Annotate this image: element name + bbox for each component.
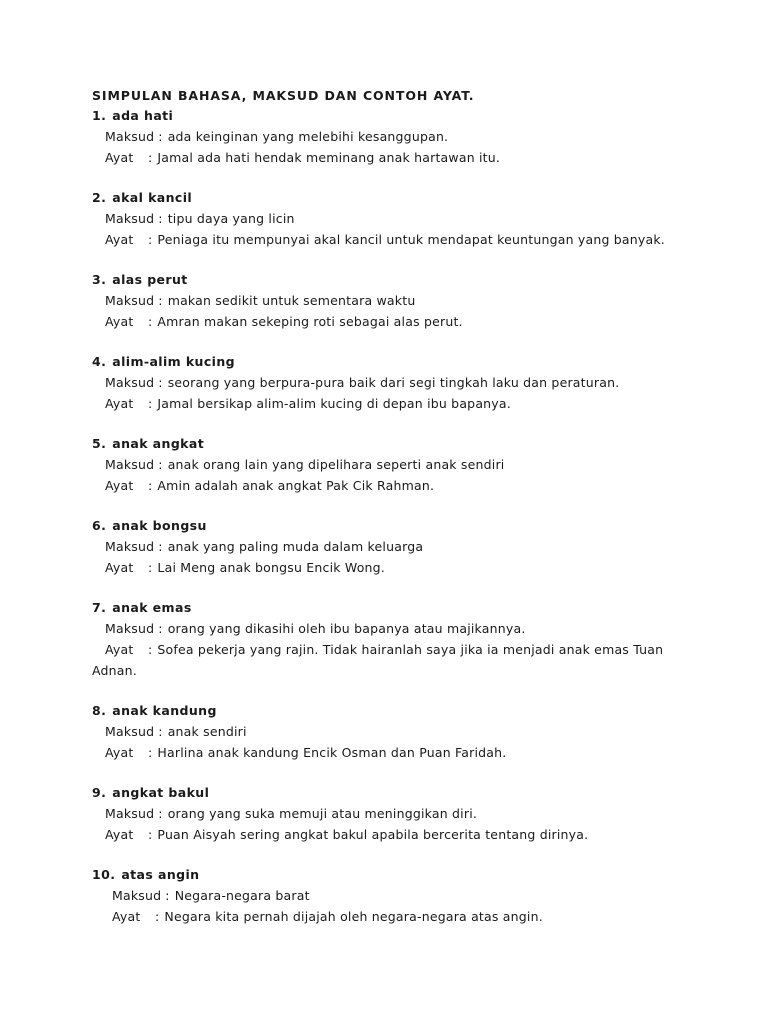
ayat-line	[92, 147, 728, 168]
entry-2	[92, 188, 728, 250]
entry-heading	[92, 783, 728, 803]
ayat-line	[92, 311, 728, 332]
entry-number: 10.	[92, 867, 116, 882]
separator: :	[148, 642, 153, 657]
separator: :	[158, 724, 163, 739]
separator: :	[148, 745, 153, 760]
entry-term: anak angkat	[112, 436, 205, 451]
maksud-text: makan sedikit untuk sementara waktu	[167, 293, 416, 308]
entry-number: 8.	[92, 703, 107, 718]
separator: :	[148, 314, 153, 329]
maksud-text: orang yang suka memuji atau meninggikan diri.	[167, 806, 478, 821]
entry-heading	[92, 434, 728, 454]
maksud-line	[92, 126, 728, 147]
ayat-label: Ayat	[105, 560, 134, 575]
entry-term: atas angin	[121, 867, 200, 882]
maksud-line	[92, 454, 728, 475]
entry-number: 2.	[92, 190, 107, 205]
maksud-text: anak orang lain yang dipelihara seperti anak sendiri	[167, 457, 505, 472]
entry-1	[92, 106, 728, 168]
ayat-continuation: Adnan.	[92, 663, 137, 678]
ayat-text: Harlina anak kandung Encik Osman dan Puan Faridah.	[157, 745, 507, 760]
separator: :	[148, 827, 153, 842]
ayat-text: Sofea pekerja yang rajin. Tidak hairanlah saya jika ia menjadi anak emas Tuan	[157, 642, 664, 657]
entry-heading	[92, 516, 728, 536]
entry-heading	[92, 270, 728, 290]
separator: :	[158, 539, 163, 554]
maksud-line	[92, 885, 728, 906]
maksud-line	[92, 721, 728, 742]
entry-number: 7.	[92, 600, 107, 615]
maksud-line	[92, 618, 728, 639]
maksud-label: Maksud	[105, 457, 155, 472]
entry-8	[92, 701, 728, 763]
entry-number: 3.	[92, 272, 107, 287]
entry-term: anak kandung	[112, 703, 217, 718]
ayat-line	[92, 393, 728, 414]
maksud-text: seorang yang berpura-pura baik dari segi tingkah laku dan peraturan.	[167, 375, 620, 390]
entry-5	[92, 434, 728, 496]
ayat-line	[92, 824, 728, 845]
entry-term: angkat bakul	[112, 785, 210, 800]
maksud-text: orang yang dikasihi oleh ibu bapanya atau majikannya.	[167, 621, 526, 636]
entry-heading	[92, 865, 728, 885]
maksud-line	[92, 290, 728, 311]
maksud-line	[92, 208, 728, 229]
ayat-label: Ayat	[105, 745, 134, 760]
ayat-text: Peniaga itu mempunyai akal kancil untuk mendapat keuntungan yang banyak.	[157, 232, 665, 247]
ayat-line	[92, 906, 728, 927]
entry-heading	[92, 701, 728, 721]
entry-4	[92, 352, 728, 414]
ayat-line	[92, 742, 728, 763]
separator: :	[158, 375, 163, 390]
ayat-text: Amin adalah anak angkat Pak Cik Rahman.	[157, 478, 435, 493]
entry-term: anak bongsu	[112, 518, 207, 533]
entry-term: anak emas	[112, 600, 192, 615]
maksud-line	[92, 536, 728, 557]
separator: :	[148, 396, 153, 411]
separator: :	[158, 621, 163, 636]
ayat-text: Amran makan sekeping roti sebagai alas perut.	[157, 314, 463, 329]
entry-number: 4.	[92, 354, 107, 369]
entry-9	[92, 783, 728, 845]
ayat-text: Jamal bersikap alim-alim kucing di depan ibu bapanya.	[157, 396, 511, 411]
ayat-label: Ayat	[105, 642, 134, 657]
ayat-text: Jamal ada hati hendak meminang anak hartawan itu.	[157, 150, 501, 165]
separator: :	[148, 232, 153, 247]
entry-term: alim-alim kucing	[112, 354, 236, 369]
entry-heading	[92, 106, 728, 126]
ayat-label: Ayat	[105, 232, 134, 247]
ayat-label: Ayat	[105, 396, 134, 411]
ayat-line	[92, 229, 728, 250]
separator: :	[158, 457, 163, 472]
ayat-line	[92, 475, 728, 496]
maksud-text: ada keinginan yang melebihi kesanggupan.	[167, 129, 449, 144]
maksud-label: Maksud	[105, 211, 155, 226]
maksud-text: Negara-negara barat	[174, 888, 310, 903]
entry-number: 1.	[92, 108, 107, 123]
separator: :	[158, 129, 163, 144]
entry-term: ada hati	[112, 108, 174, 123]
maksud-label: Maksud	[105, 129, 155, 144]
maksud-label: Maksud	[105, 293, 155, 308]
separator: :	[165, 888, 170, 903]
ayat-line	[92, 557, 728, 578]
separator: :	[158, 806, 163, 821]
entry-heading	[92, 352, 728, 372]
ayat-label: Ayat	[105, 827, 134, 842]
entry-list	[92, 106, 728, 927]
ayat-label: Ayat	[105, 478, 134, 493]
separator: :	[158, 211, 163, 226]
maksud-label: Maksud	[105, 621, 155, 636]
maksud-label: Maksud	[105, 375, 155, 390]
ayat-text: Negara kita pernah dijajah oleh negara-negara atas angin.	[164, 909, 543, 924]
separator: :	[148, 150, 153, 165]
ayat-label: Ayat	[112, 909, 141, 924]
entry-3	[92, 270, 728, 332]
ayat-label: Ayat	[105, 150, 134, 165]
separator: :	[155, 909, 160, 924]
entry-number: 6.	[92, 518, 107, 533]
maksud-label: Maksud	[112, 888, 162, 903]
separator: :	[148, 560, 153, 575]
maksud-text: anak yang paling muda dalam keluarga	[167, 539, 424, 554]
entry-term: akal kancil	[112, 190, 193, 205]
entry-6	[92, 516, 728, 578]
maksud-line	[92, 372, 728, 393]
maksud-label: Maksud	[105, 539, 155, 554]
entry-number: 9.	[92, 785, 107, 800]
maksud-label: Maksud	[105, 724, 155, 739]
separator: :	[148, 478, 153, 493]
ayat-line	[92, 639, 728, 660]
entry-heading	[92, 598, 728, 618]
document-title: SIMPULAN BAHASA, MAKSUD DAN CONTOH AYAT.	[92, 88, 475, 103]
ayat-text: Lai Meng anak bongsu Encik Wong.	[157, 560, 385, 575]
separator: :	[158, 293, 163, 308]
entry-heading	[92, 188, 728, 208]
entry-term: alas perut	[112, 272, 188, 287]
entry-7	[92, 598, 728, 681]
maksud-text: tipu daya yang licin	[167, 211, 295, 226]
entry-number: 5.	[92, 436, 107, 451]
maksud-text: anak sendiri	[167, 724, 247, 739]
maksud-label: Maksud	[105, 806, 155, 821]
entry-10	[92, 865, 728, 927]
ayat-label: Ayat	[105, 314, 134, 329]
maksud-line	[92, 803, 728, 824]
ayat-text: Puan Aisyah sering angkat bakul apabila bercerita tentang dirinya.	[157, 827, 589, 842]
